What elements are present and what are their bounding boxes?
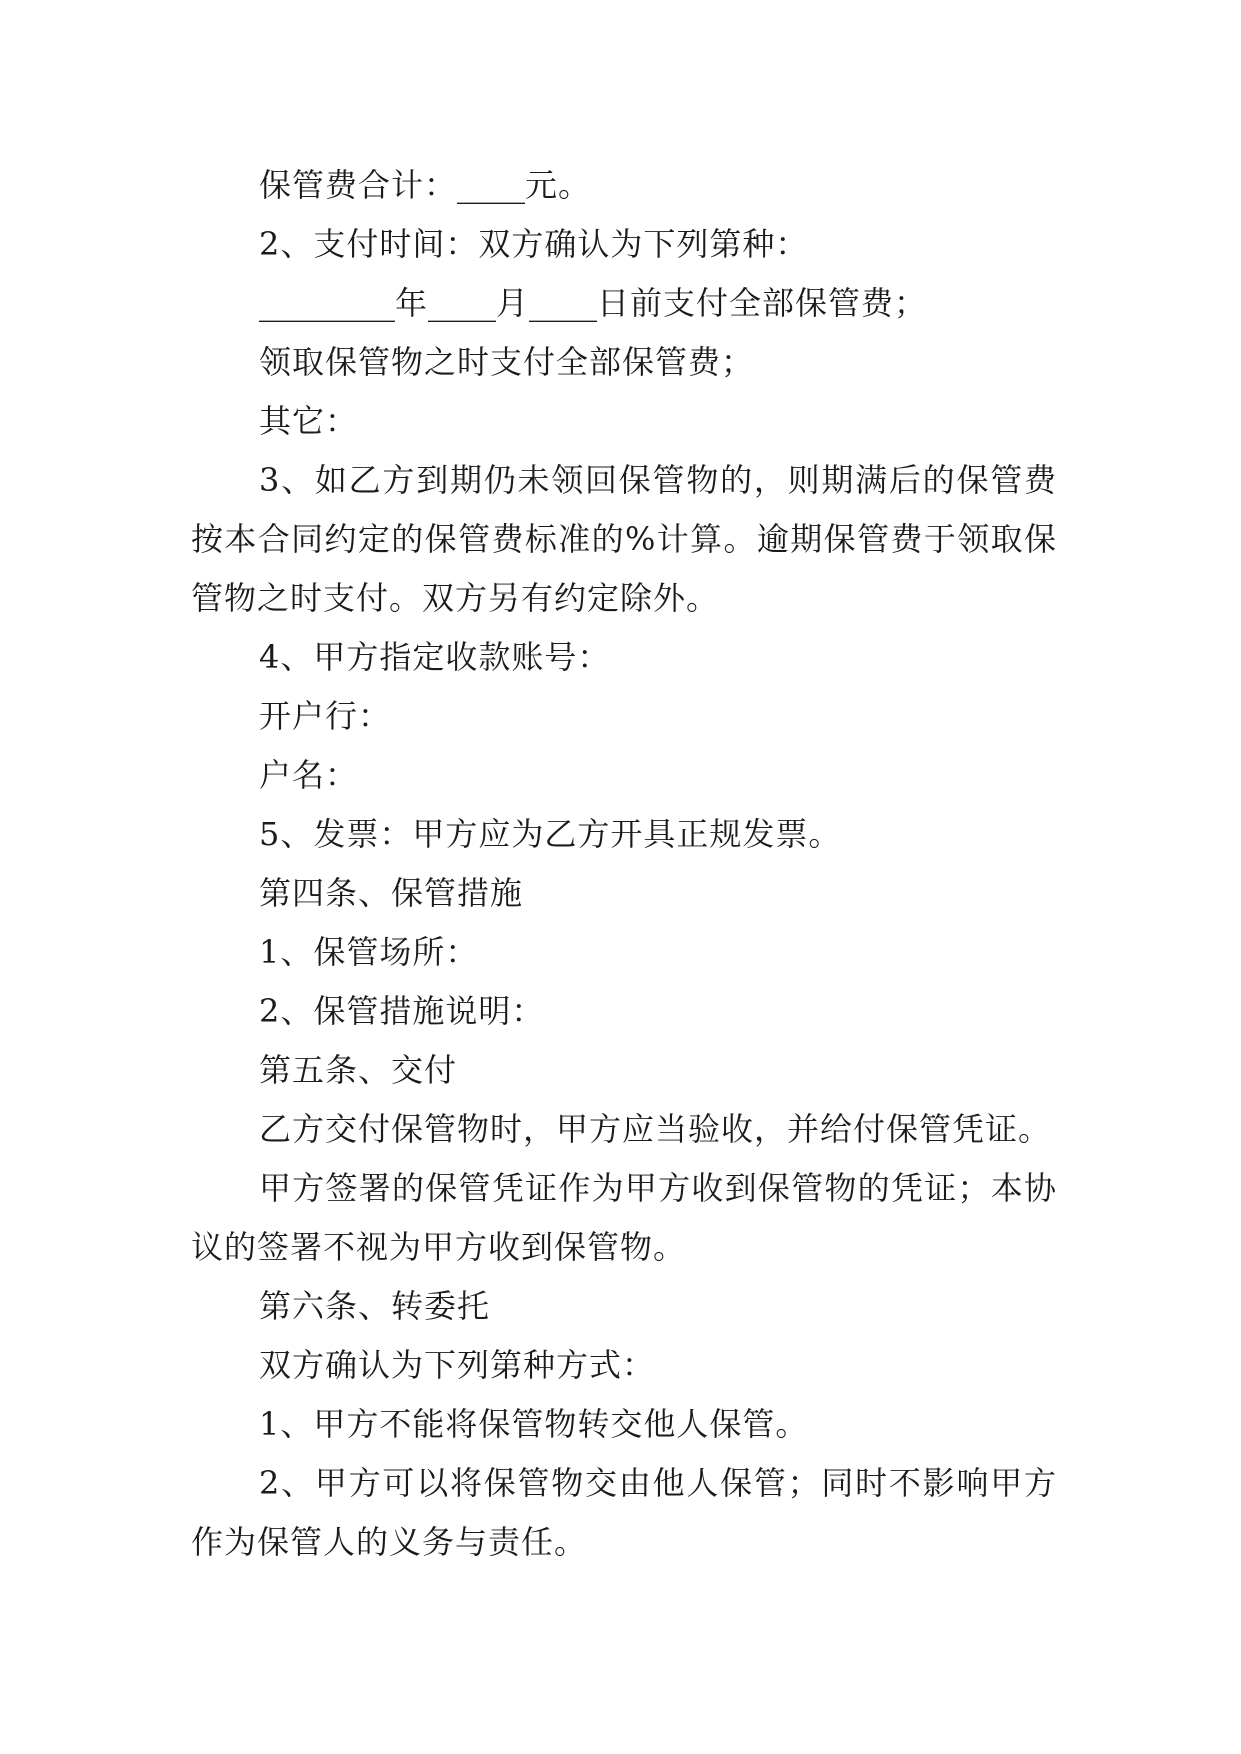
overdue-fee-line: 3、如乙方到期仍未领回保管物的，则期满后的保管费 bbox=[259, 461, 1057, 499]
account-name-label: 户名： bbox=[259, 756, 359, 794]
invoice-clause: 5、发票：甲方应为乙方开具正规发票。 bbox=[259, 815, 842, 853]
bank-label: 开户行： bbox=[259, 697, 392, 735]
overdue-fee-line: 按本合同约定的保管费标准的%计算。逾期保管费于领取保 bbox=[191, 520, 1057, 558]
article-6-section bbox=[191, 1277, 1057, 1572]
payment-option-on-pickup: 领取保管物之时支付全部保管费； bbox=[259, 343, 755, 381]
article-5-title: 第五条、交付 bbox=[259, 1051, 458, 1089]
subdelegation-option-2 bbox=[191, 1454, 1057, 1572]
payee-account-heading: 4、甲方指定收款账号： bbox=[259, 638, 611, 676]
subdelegation-intro: 双方确认为下列第种方式： bbox=[259, 1346, 656, 1384]
document-body bbox=[191, 156, 1057, 1572]
storage-voucher-line: 甲方签署的保管凭证作为甲方收到保管物的凭证；本协 bbox=[259, 1169, 1057, 1207]
storage-measures-item: 2、保管措施说明： bbox=[259, 992, 545, 1030]
overdue-fee-paragraph bbox=[191, 451, 1057, 628]
subdelegation-option-2-line: 2、甲方可以将保管物交由他人保管；同时不影响甲方 bbox=[259, 1464, 1057, 1502]
article-4-title: 第四条、保管措施 bbox=[259, 874, 524, 912]
overdue-fee-line: 管物之时支付。双方另有约定除外。 bbox=[191, 579, 720, 617]
fill-in-blank: ____ bbox=[529, 283, 598, 323]
fill-in-blank: ____ bbox=[428, 283, 497, 323]
article-6-title: 第六条、转委托 bbox=[259, 1287, 491, 1325]
storage-voucher-line: 议的签署不视为甲方收到保管物。 bbox=[191, 1228, 687, 1266]
subdelegation-option-2-line: 作为保管人的义务与责任。 bbox=[191, 1523, 588, 1561]
article-5-section bbox=[191, 1041, 1057, 1277]
article-4-section bbox=[191, 864, 1057, 1041]
fee-total-line: 保管费合计：____元。 bbox=[259, 165, 592, 205]
storage-voucher-paragraph bbox=[191, 1159, 1057, 1277]
storage-place-item: 1、保管场所： bbox=[259, 933, 479, 971]
payment-option-by-date: ________年____月____日前支付全部保管费； bbox=[259, 283, 928, 323]
subdelegation-option-1: 1、甲方不能将保管物转交他人保管。 bbox=[259, 1405, 809, 1443]
fill-in-blank: ________ bbox=[259, 283, 395, 323]
delivery-paragraph: 乙方交付保管物时，甲方应当验收，并给付保管凭证。 bbox=[259, 1110, 1052, 1148]
payee-account-section bbox=[191, 628, 1057, 805]
payment-time-section bbox=[191, 215, 1057, 451]
fill-in-blank: ____ bbox=[457, 165, 526, 205]
payment-time-heading: 2、支付时间：双方确认为下列第种： bbox=[259, 225, 809, 263]
payment-option-other: 其它： bbox=[259, 402, 359, 440]
